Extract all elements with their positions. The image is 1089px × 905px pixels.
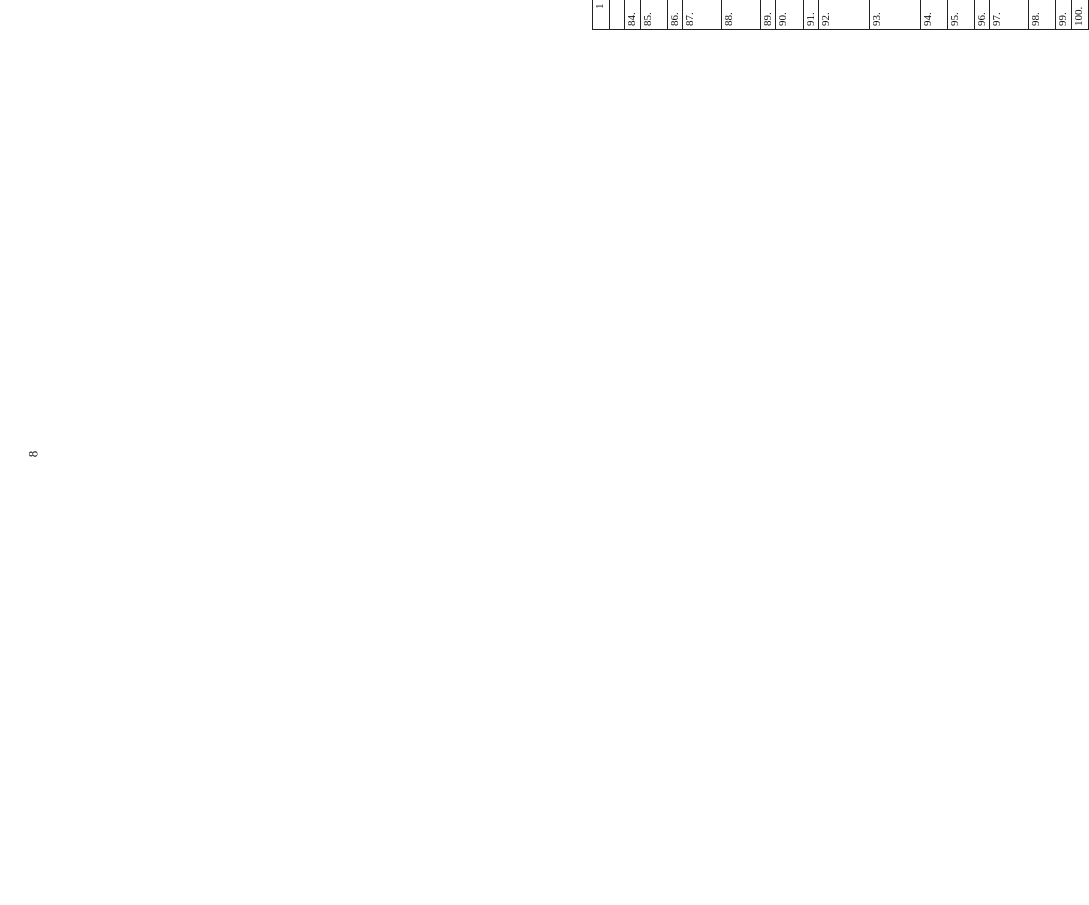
row-number-cell: 92. <box>818 0 869 30</box>
table-row <box>683 0 722 30</box>
row-number-cell: 85. <box>640 0 668 30</box>
header-row <box>593 0 610 30</box>
table-row <box>818 0 869 30</box>
row-number-cell: 100. <box>1071 0 1088 30</box>
table-row <box>722 0 761 30</box>
row-number-cell: 91. <box>803 0 818 30</box>
table-row <box>1056 0 1071 30</box>
table-row <box>990 0 1029 30</box>
row-number-cell: 95. <box>948 0 974 30</box>
page-number: 8 <box>25 450 41 458</box>
indicators-table <box>592 0 1089 30</box>
row-number-cell <box>610 0 625 30</box>
row-number-cell: 88. <box>722 0 761 30</box>
row-number-cell: 89. <box>760 0 775 30</box>
table-row <box>803 0 818 30</box>
rotated-table-container <box>592 0 1089 30</box>
row-number-cell: 90. <box>776 0 804 30</box>
row-number-cell: 97. <box>990 0 1029 30</box>
column-header: 1 <box>593 0 610 30</box>
table-row <box>869 0 920 30</box>
row-number-cell: 86. <box>668 0 683 30</box>
row-number-cell: 87. <box>683 0 722 30</box>
row-number-cell: 84. <box>625 0 640 30</box>
table-body <box>610 0 1089 30</box>
table-row <box>625 0 640 30</box>
table-row <box>776 0 804 30</box>
row-number-cell: 98. <box>1028 0 1056 30</box>
table-row <box>1071 0 1088 30</box>
row-number-cell: 99. <box>1056 0 1071 30</box>
table-row <box>1028 0 1056 30</box>
table-row <box>760 0 775 30</box>
row-number-cell: 96. <box>974 0 989 30</box>
row-number-cell: 94. <box>920 0 948 30</box>
table-row <box>920 0 948 30</box>
table-row <box>948 0 974 30</box>
table-row <box>610 0 625 30</box>
table-row <box>640 0 668 30</box>
row-number-cell: 93. <box>869 0 920 30</box>
table-row <box>668 0 683 30</box>
table-row <box>974 0 989 30</box>
